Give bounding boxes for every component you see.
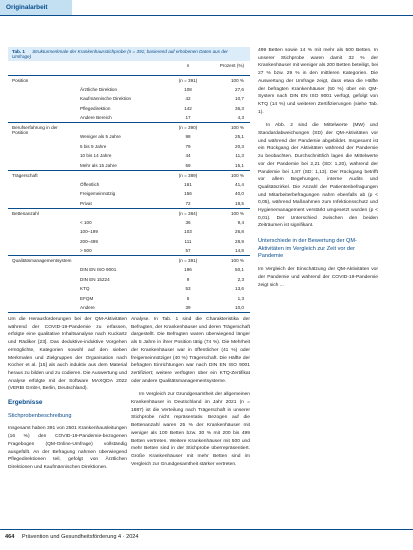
row-percent: 100 % — [230, 258, 244, 263]
row-percent: 100 % — [230, 125, 244, 130]
row-category: EFQM — [80, 295, 94, 301]
row-percent: 18,5 — [208, 199, 250, 209]
row-percent: 40,0 — [235, 191, 244, 197]
table-row — [8, 208, 250, 218]
article-category-tag — [0, 0, 72, 15]
table-header-row — [8, 61, 250, 75]
row-category: 100–199 — [80, 229, 98, 235]
row-count: (n = 389) — [178, 172, 198, 178]
row-category — [76, 123, 168, 133]
row-count: (n = 390) — [178, 125, 198, 130]
row-category: Freigemeinnützig — [80, 191, 116, 197]
row-percent: 20,3 — [235, 143, 244, 149]
row-category: DIN EN ISO 9001 — [80, 267, 117, 273]
row-count: 108 — [184, 86, 192, 92]
row-category: Andere Bereich — [76, 113, 168, 123]
text-column-1 — [8, 316, 127, 472]
row-count: 42 — [185, 96, 191, 102]
row-count: 9 — [186, 276, 190, 282]
row-count: 59 — [168, 161, 208, 171]
row-count: (n = 391) — [178, 77, 198, 83]
row-count: 57 — [168, 246, 208, 256]
row-percent: 10,7 — [235, 96, 244, 102]
row-count: (n = 391) — [178, 258, 198, 263]
row-percent: 10,0 — [208, 303, 250, 313]
row-count: 161 — [184, 181, 192, 187]
table-caption-text: Strukturmerkmale der Krankenhausstichprobe (n = 391; basierend auf erhobenen Daten aus der Umfrage) — [12, 49, 228, 60]
row-count: 79 — [185, 143, 191, 149]
row-category: Pflegedirektion — [80, 105, 111, 111]
row-count: 44 — [185, 153, 191, 159]
paragraph: Im Vergleich zur Grundgesamtheit der allgemeinen Krankenhäuser in Deutschland im Jahr 2021 (n = 1887) ist die Verteilung nach Trägerschaft in unserer Stichprobe nicht repräsentativ. Bezogen auf die Bettenanzahl waren 25 % der Krankenhäuser mit weniger als 100 Betten bzw. 30 % mit 200 bis 499 Betten vertreten. Weitere Krankenhäuser mit 500 und mehr Betten sind in der Stichprobe überrepräsentiert. Große Krankenhäuser mit mehr Betten sind im Vergleich zur Grundgesamtheit stärker vertreten. — [131, 392, 250, 467]
row-count: 36 — [185, 219, 191, 225]
row-count: 72 — [168, 199, 208, 209]
row-count: 39 — [168, 303, 208, 313]
article-category-label: Originalarbeit — [6, 4, 48, 11]
page-footer — [5, 534, 139, 540]
paragraph: Im Vergleich der Einschätzung der QM-Aktivitäten vor der Pandemie und während der COVID-19-Pandemie zeigt sich ... — [258, 267, 378, 288]
row-percent: 1,3 — [237, 295, 244, 301]
row-percent: 2,3 — [237, 276, 244, 282]
row-category: < 100 — [80, 219, 92, 225]
header-cell-n: n — [168, 61, 208, 75]
paragraph: 499 Betten sowie 14 % mit mehr als 500 Betten. In unserer Stichprobe waren damit 32 % der Krankenhäuser mit weniger als 200 Betten beteiligt, bei 27 % bzw. 29 % in den mittleren Kategorien. Die Auswertung der Umfrage zeigt, dass etwa die Hälfte der befragten Krankenhäuser (50 %) über ein QM-System nach DIN EN ISO 9001 verfügt, gefolgt von KTQ (14 %) und weiteren Zertifizierungen (siehe Tab. 1). — [258, 48, 378, 115]
row-group-label: Qualitätsmanagementsystem — [8, 256, 76, 313]
row-percent: 26,8 — [235, 229, 244, 235]
row-category — [76, 208, 168, 218]
paragraph: Analyse. In Tab. 1 sind die Charakteristika der Befragten, der Krankenhäuser und deren Trägerschaft dargestellt. Die Befragten waren überwiegend länger als 5 Jahre in ihrer Position tätig (74 %). Die Mehrheit der Krankenhäuser war in öffentlicher (41 %) oder freigemeinnütziger (40 %) Trägerschaft. Die Hälfte der befragten Einrichtungen war nach DIN EN ISO 9001 zertifiziert; weitere verfügten über ein KTQ-Zertifikat oder andere Qualitätsmanagementsysteme. — [131, 317, 250, 384]
row-percent: 27,6 — [235, 86, 244, 92]
row-category: 10 bis 14 Jahre — [80, 153, 112, 159]
row-percent: 50,1 — [235, 267, 244, 273]
row-category: KTQ — [80, 286, 90, 292]
table-body — [8, 75, 250, 313]
subsection-heading: Unterschiede in der Bewertung der QM-Aktivitäten im Vergleich zur Zeit vor der Pandemie — [258, 238, 357, 259]
row-percent: 11,3 — [235, 153, 244, 159]
table-number: Tab. 1 — [12, 49, 25, 54]
row-category — [76, 256, 168, 266]
paragraph: In Abb. 2 sind die Mittelwerte (MW) und Standardabweichungen (SD) der QM-Aktivitäten vor und während der Pandemie abgebildet. Insgesamt ist ein Rückgang der Aktivitäten während der Pandemie zu beobachten. Durchschnittlich lagen die Mittelwerte vor der Pandemie bei 2,21 (SD: 1,20), während der Pandemie bei 1,87 (SD: 1,13). Der Rückgang betrifft vor allem Begehungen, interne Audits und Qualitätszirkel. Die Anzahl der Patientenbefragungen und Mitarbeiterbefragungen nahm ebenfalls ab (p < 0,05), während Maßnahmen zum Infektionsschutz und Hygienemanagement verstärkt umgesetzt wurden (p < 0,01). Der Unterschied zwischen den beiden Zeiträumen ist signifikant. — [258, 123, 378, 229]
paragraph: Um die Herausforderungen bei der QM-Aktivitäten während der COVID-19-Pandemie zu erfassen, erfolgte eine qualitative Inhaltsanalyse nach Kuckartz und Rädiker [23]. Das deduktive-induktive Vorgehen ermöglichte, Kategorien sowohl auf den sieben Merkmalen und Zielgruppen der Organisation nach Kocher et al. [15] als auch induktiv aus dem Material heraus zu bilden und zu codieren. Die Auswertung und Analyse erfolgte mit der Software MAXQDA 2022 (VERBI GmbH, Berlin, Deutschland). — [8, 317, 127, 392]
row-percent: 25,1 — [235, 134, 244, 140]
row-category: DIN EN 15224 — [80, 276, 110, 282]
row-count: 53 — [185, 286, 191, 292]
footer-rule — [0, 529, 413, 530]
row-percent: 15,1 — [208, 161, 250, 171]
row-category — [76, 170, 168, 180]
table-row — [8, 256, 250, 266]
row-category: 200–499 — [80, 238, 98, 244]
row-count: 156 — [184, 191, 192, 197]
row-count: 196 — [184, 267, 192, 273]
text-column-3 — [258, 47, 378, 290]
row-percent: 100 % — [230, 77, 244, 83]
row-count: 17 — [168, 113, 208, 123]
header-cell-empty — [8, 61, 76, 75]
row-percent: 100 % — [230, 172, 244, 178]
table-row — [8, 75, 250, 85]
data-table — [8, 61, 250, 313]
row-category: Mehr als 15 Jahre — [76, 161, 168, 171]
row-percent: 4,3 — [208, 113, 250, 123]
header-rule — [0, 15, 413, 16]
subsection-heading: Stichprobenbeschreibung — [8, 413, 72, 420]
row-percent: 41,4 — [235, 181, 244, 187]
row-percent: 9,4 — [237, 219, 244, 225]
journal-info: Prävention und Gesundheitsförderung 4 · 2024 — [21, 534, 139, 540]
row-percent: 14,8 — [208, 246, 250, 256]
row-group-label: Berufserfahrung in der Position — [8, 123, 76, 171]
row-category: Kaufmännische Direktion — [80, 96, 132, 102]
row-percent: 13,6 — [235, 286, 244, 292]
paragraph: Insgesamt haben 391 von 2501 Krankenhausleitungen (16 %) den COVID-19-Pandemie-bezogenen Fragebogen (QM-Online-Umfrage) vollständig ausgefüllt. An der Befragung nahmen überwiegend Pflegedirektionen teil, gefolgt von Ärztlichen Direktionen und Kaufmännischen Direktionen. — [8, 426, 127, 470]
row-category — [76, 75, 168, 85]
text-column-2 — [131, 316, 250, 468]
row-count: 98 — [185, 134, 191, 140]
page-number: 464 — [5, 534, 15, 540]
row-category: Privat — [76, 199, 168, 209]
row-category: > 500 — [76, 246, 168, 256]
row-percent: 100 % — [230, 210, 244, 216]
row-count: 142 — [184, 105, 192, 111]
row-category: 5 bis 9 Jahre — [80, 143, 107, 149]
row-count: 5 — [186, 295, 190, 301]
row-category: Öffentlich — [80, 181, 100, 187]
table-row — [8, 123, 250, 133]
structure-table — [8, 47, 250, 313]
row-category: Weniger als 5 Jahre — [80, 134, 121, 140]
row-percent: 28,9 — [235, 238, 244, 244]
row-count: 111 — [184, 238, 192, 244]
row-count: (n = 384) — [178, 210, 198, 216]
header-cell-empty — [76, 61, 168, 75]
row-category: Andere — [76, 303, 168, 313]
header-cell-percent: Prozent (%) — [208, 61, 250, 75]
row-category: Ärztliche Direktion — [80, 86, 118, 92]
row-count: 103 — [184, 229, 192, 235]
row-percent: 36,3 — [235, 105, 244, 111]
table-row — [8, 170, 250, 180]
row-group-label: Trägerschaft — [8, 170, 76, 208]
section-heading: Ergebnisse — [8, 399, 43, 407]
row-group-label: Position — [8, 75, 76, 123]
table-caption — [8, 47, 250, 61]
row-group-label: Bettenanzahl — [8, 208, 76, 256]
